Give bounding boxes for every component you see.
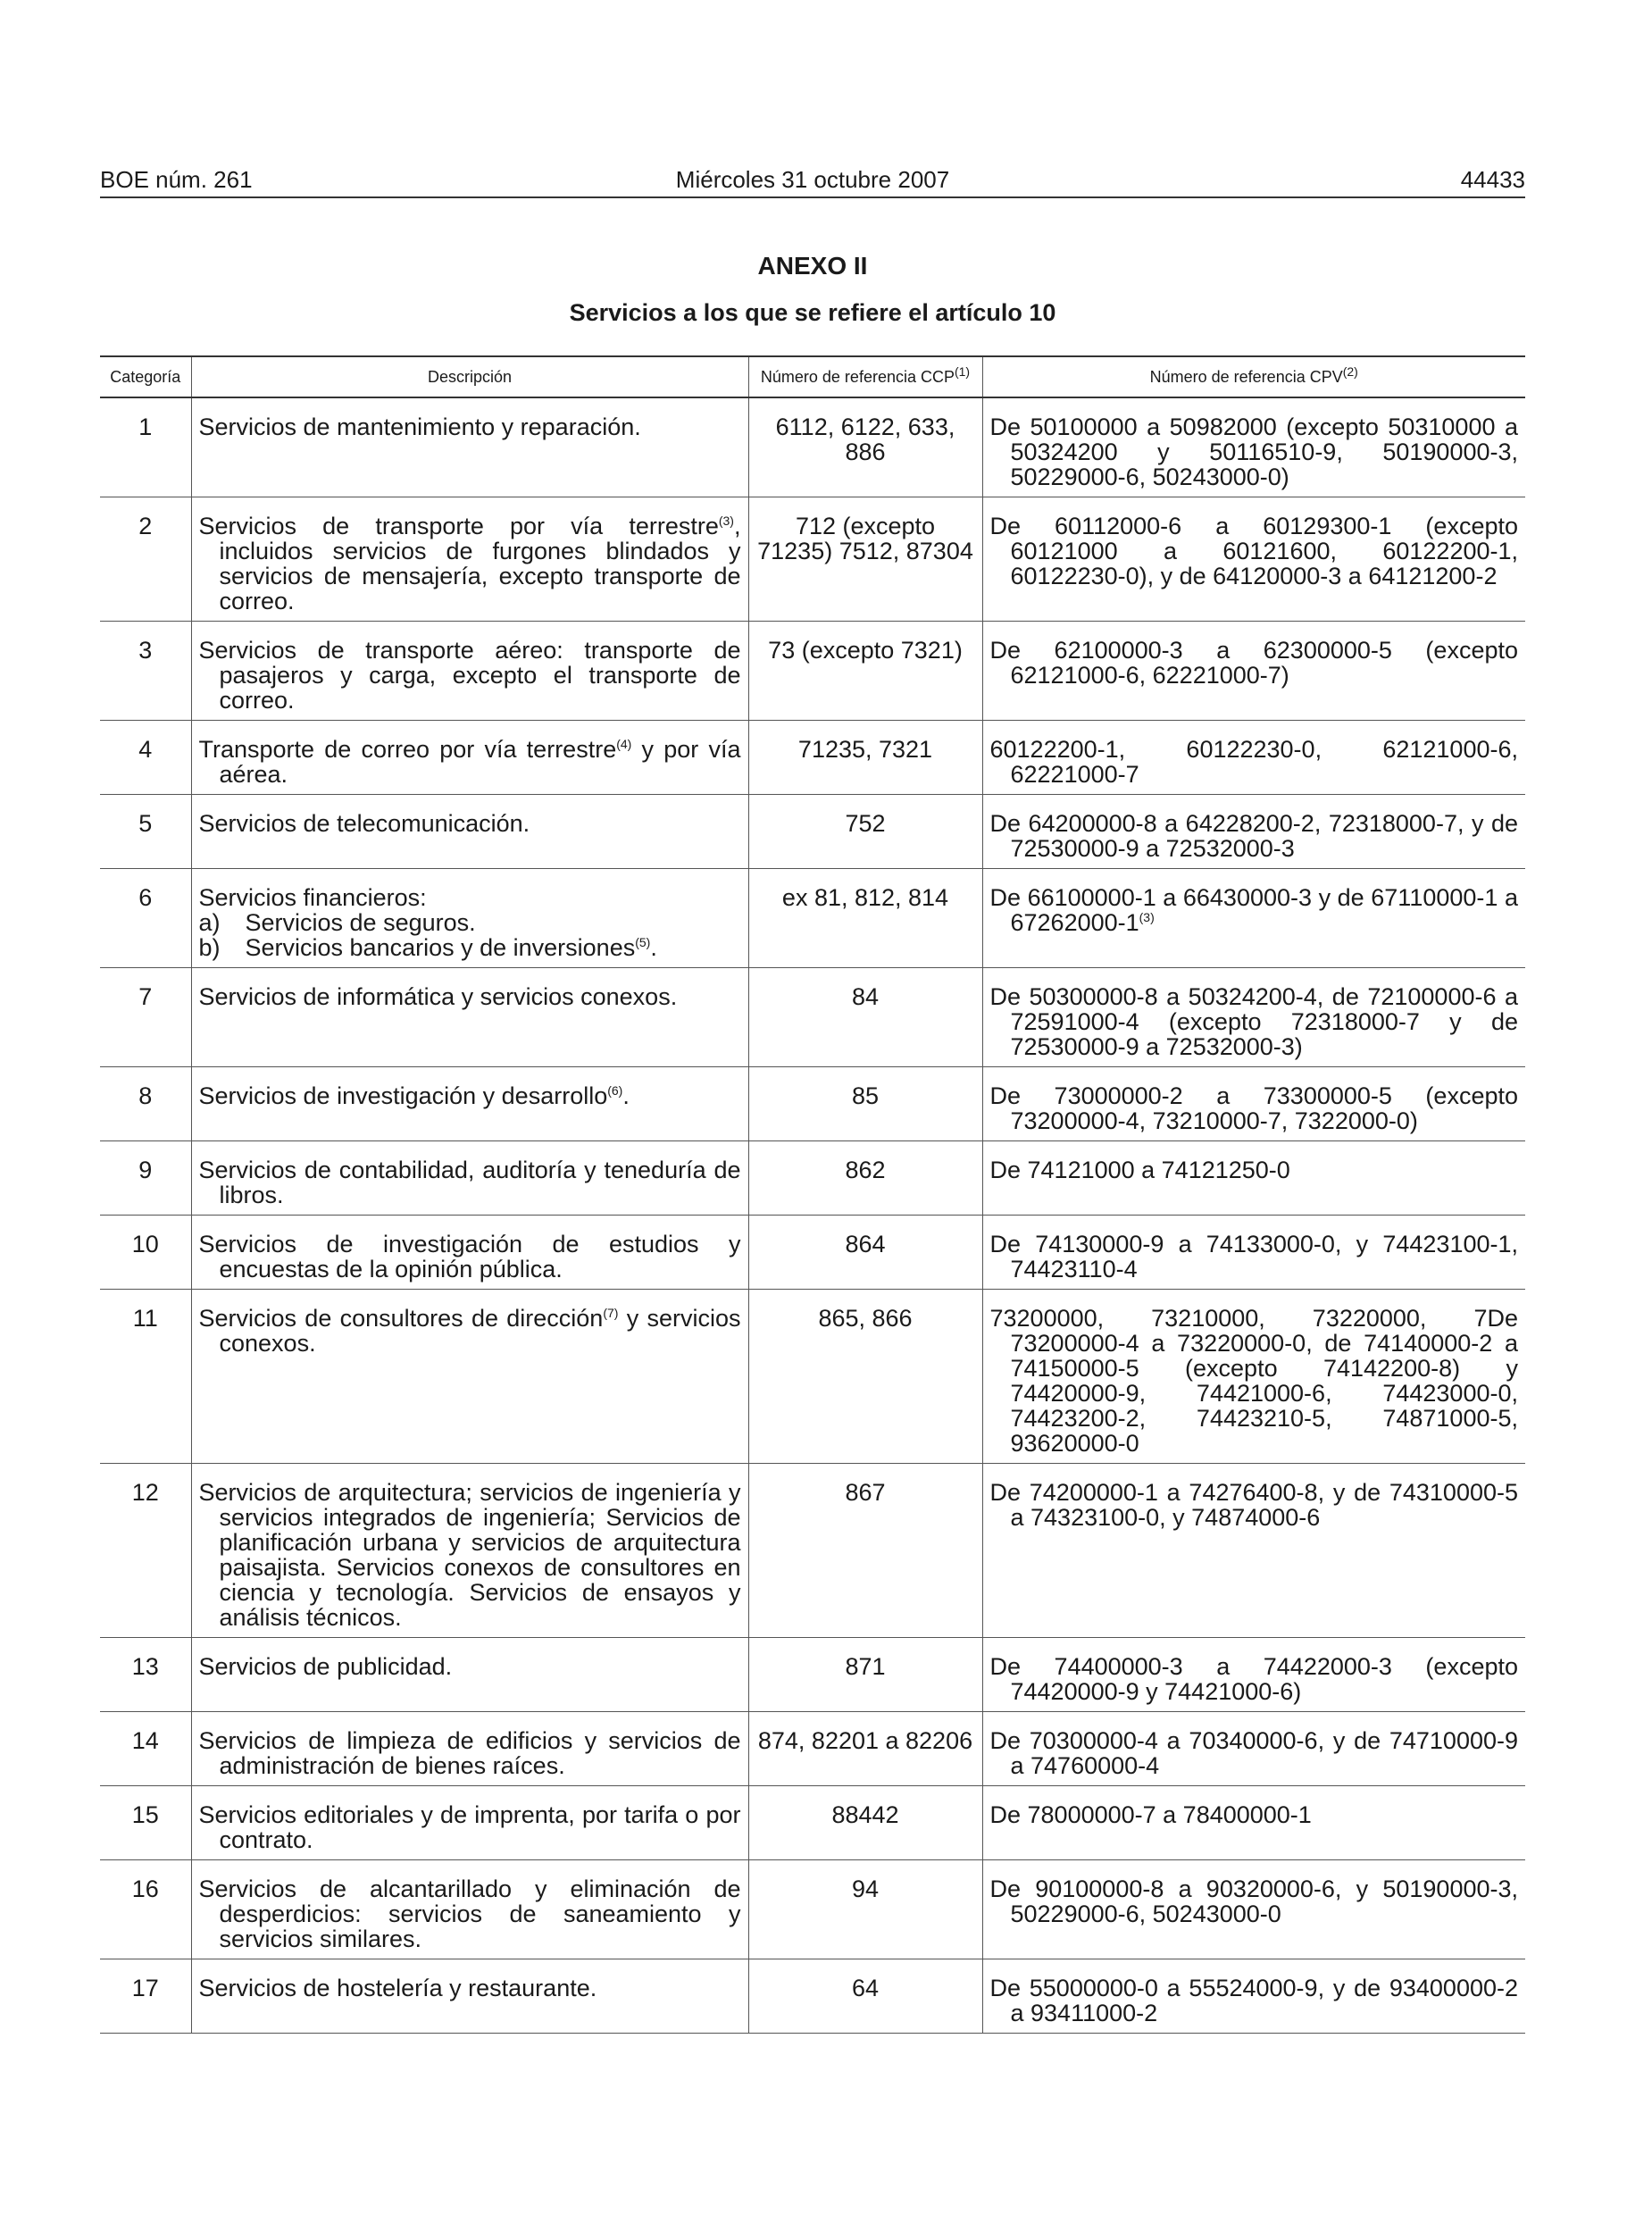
description-cell: Servicios de limpieza de edificios y servicios de administración de bienes raíces.: [191, 1712, 748, 1786]
description-cell: Servicios de investigación y desarrollo$^{(6)}$.: [191, 1067, 748, 1141]
ccp-cell: 864: [748, 1216, 982, 1290]
ccp-cell: 64: [748, 1959, 982, 2034]
cpv-cell: De 62100000-3 a 62300000-5 (excepto 62121000-6, 62221000-7): [982, 622, 1525, 721]
cpv-cell: De 66100000-1 a 66430000-3 y de 67110000-1 a 67262000-1$^{(3)}$: [982, 869, 1525, 968]
description-cell: Servicios financieros: a) Servicios de seguros. b) Servicios bancarios y de inversiones$^{(5)}$.: [191, 869, 748, 968]
table-row: [100, 968, 1525, 1067]
ccp-cell: ex 81, 812, 814: [748, 869, 982, 968]
ccp-cell: 874, 82201 a 82206: [748, 1712, 982, 1786]
table-row: [100, 1141, 1525, 1216]
description-cell: Servicios de alcantarillado y eliminación de desperdicios: servicios de saneamiento y servicios similares.: [191, 1860, 748, 1959]
ccp-cell: 71235, 7321: [748, 721, 982, 795]
sub-item-a: a) Servicios de seguros.: [198, 909, 476, 936]
cpv-cell: De 60112000-6 a 60129300-1 (excepto 60121000 a 60121600, 60122200-1, 60122230-0), y de 64120000-3 a 64121200-2: [982, 497, 1525, 622]
table-row: [100, 1290, 1525, 1464]
table-row: [100, 1712, 1525, 1786]
cpv-cell: De 55000000-0 a 55524000-9, y de 93400000-2 a 93411000-2: [982, 1959, 1525, 2034]
footnote-ref: (3): [718, 514, 734, 528]
ccp-cell: 94: [748, 1860, 982, 1959]
table-row: [100, 795, 1525, 869]
table-row: [100, 721, 1525, 795]
ccp-cell: 84: [748, 968, 982, 1067]
table-row: [100, 1067, 1525, 1141]
category-cell: 5: [100, 795, 191, 869]
category-cell: 10: [100, 1216, 191, 1290]
table-row: [100, 1959, 1525, 2034]
cpv-cell: De 70300000-4 a 70340000-6, y de 74710000-9 a 74760000-4: [982, 1712, 1525, 1786]
description-cell: Servicios de publicidad.: [191, 1638, 748, 1712]
ccp-cell: 871: [748, 1638, 982, 1712]
footnote-ref: (2): [1342, 363, 1358, 379]
category-cell: 11: [100, 1290, 191, 1464]
description-cell: Servicios de transporte por vía terrestre$^{(3)}$, incluidos servicios de furgones blindados y servicios de mensajería, excepto transporte de correo.: [191, 497, 748, 622]
cpv-cell: 60122200-1, 60122230-0, 62121000-6, 62221000-7: [982, 721, 1525, 795]
cpv-cell: De 74200000-1 a 74276400-8, y de 74310000-5 a 74323100-0, y 74874000-6: [982, 1464, 1525, 1638]
description-cell: Servicios editoriales y de imprenta, por tarifa o por contrato.: [191, 1786, 748, 1860]
cpv-cell: 73200000, 73210000, 73220000, 7De 73200000-4 a 73220000-0, de 74140000-2 a 74150000-5 (excepto 74142200-8) y 74420000-9, 74421000-6, 74423000-0, 74423200-2, 74423210-5, 74871000-5, 93620000-0: [982, 1290, 1525, 1464]
description-cell: Servicios de hostelería y restaurante.: [191, 1959, 748, 2034]
category-cell: 17: [100, 1959, 191, 2034]
footnote-ref: (3): [1139, 910, 1155, 924]
cpv-cell: De 74400000-3 a 74422000-3 (excepto 74420000-9 y 74421000-6): [982, 1638, 1525, 1712]
table-row: [100, 622, 1525, 721]
cpv-cell: De 50300000-8 a 50324200-4, de 72100000-6 a 72591000-4 (excepto 72318000-7 y de 72530000-9 a 72532000-3): [982, 968, 1525, 1067]
cpv-cell: De 73000000-2 a 73300000-5 (excepto 73200000-4, 73210000-7, 7322000-0): [982, 1067, 1525, 1141]
annex-title: ANEXO II: [757, 252, 868, 280]
category-cell: 4: [100, 721, 191, 795]
category-cell: 9: [100, 1141, 191, 1216]
category-cell: 16: [100, 1860, 191, 1959]
table-row: [100, 1786, 1525, 1860]
category-cell: 1: [100, 397, 191, 497]
description-cell: Servicios de arquitectura; servicios de ingeniería y servicios integrados de ingeniería; Servicios de planificación urbana y servicios de arquitectura paisajista. Servicios conexos de consultores en ciencia y tecnología. Servicios de ensayos y análisis técnicos.: [191, 1464, 748, 1638]
ccp-cell: 752: [748, 795, 982, 869]
ccp-cell: 85: [748, 1067, 982, 1141]
table-row: [100, 397, 1525, 497]
category-cell: 13: [100, 1638, 191, 1712]
cpv-cell: De 78000000-7 a 78400000-1: [982, 1786, 1525, 1860]
column-header-cpv: Número de referencia CPV$^{(2)}$: [982, 356, 1525, 397]
table-row: [100, 1638, 1525, 1712]
ccp-cell: 88442: [748, 1786, 982, 1860]
publication-date: Miércoles 31 octubre 2007: [675, 166, 950, 193]
page-header: [100, 166, 1525, 198]
footnote-ref: (7): [603, 1306, 619, 1320]
cpv-cell: De 74130000-9 a 74133000-0, y 74423100-1, 74423110-4: [982, 1216, 1525, 1290]
category-cell: 2: [100, 497, 191, 622]
category-cell: 15: [100, 1786, 191, 1860]
footnote-ref: (5): [635, 935, 651, 949]
table-header-row: [100, 356, 1525, 397]
page-number: 44433: [1460, 166, 1525, 193]
table-row: [100, 869, 1525, 968]
annex-subtitle: Servicios a los que se refiere el artículo 10: [569, 299, 1056, 326]
sub-item-b: b) Servicios bancarios y de inversiones$^{(5)}$.: [198, 934, 657, 961]
category-cell: 3: [100, 622, 191, 721]
category-cell: 14: [100, 1712, 191, 1786]
description-cell: Transporte de correo por vía terrestre$^{(4)}$ y por vía aérea.: [191, 721, 748, 795]
table-row: [100, 1216, 1525, 1290]
table-row: [100, 1860, 1525, 1959]
table-row: [100, 1464, 1525, 1638]
ccp-cell: 712 (excepto 71235) 7512, 87304: [748, 497, 982, 622]
table-row: [100, 497, 1525, 622]
footnote-ref: (4): [616, 737, 632, 751]
ccp-cell: 862: [748, 1141, 982, 1216]
description-cell: Servicios de investigación de estudios y encuestas de la opinión pública.: [191, 1216, 748, 1290]
column-header-descripcion: Descripción: [191, 356, 748, 397]
ccp-cell: 73 (excepto 7321): [748, 622, 982, 721]
column-header-categoria: Categoría: [100, 356, 191, 397]
footnote-ref: (6): [607, 1083, 623, 1098]
cpv-cell: De 64200000-8 a 64228200-2, 72318000-7, y de 72530000-9 a 72532000-3: [982, 795, 1525, 869]
category-cell: 8: [100, 1067, 191, 1141]
bulletin-number: BOE núm. 261: [100, 166, 253, 193]
cpv-cell: De 50100000 a 50982000 (excepto 50310000 a 50324200 y 50116510-9, 50190000-3, 50229000-6, 50243000-0): [982, 397, 1525, 497]
category-cell: 7: [100, 968, 191, 1067]
footnote-ref: (1): [954, 363, 971, 379]
services-table: [100, 355, 1525, 2034]
category-cell: 12: [100, 1464, 191, 1638]
description-cell: Servicios de consultores de dirección$^{(7)}$ y servicios conexos.: [191, 1290, 748, 1464]
description-cell: Servicios de mantenimiento y reparación.: [191, 397, 748, 497]
category-cell: 6: [100, 869, 191, 968]
ccp-cell: 865, 866: [748, 1290, 982, 1464]
column-header-ccp: Número de referencia CCP$^{(1)}$: [748, 356, 982, 397]
ccp-cell: 6112, 6122, 633, 886: [748, 397, 982, 497]
cpv-cell: De 74121000 a 74121250-0: [982, 1141, 1525, 1216]
cpv-cell: De 90100000-8 a 90320000-6, y 50190000-3, 50229000-6, 50243000-0: [982, 1860, 1525, 1959]
description-cell: Servicios de transporte aéreo: transporte de pasajeros y carga, excepto el transporte de correo.: [191, 622, 748, 721]
ccp-cell: 867: [748, 1464, 982, 1638]
description-cell: Servicios de contabilidad, auditoría y teneduría de libros.: [191, 1141, 748, 1216]
description-cell: Servicios de informática y servicios conexos.: [191, 968, 748, 1067]
description-cell: Servicios de telecomunicación.: [191, 795, 748, 869]
